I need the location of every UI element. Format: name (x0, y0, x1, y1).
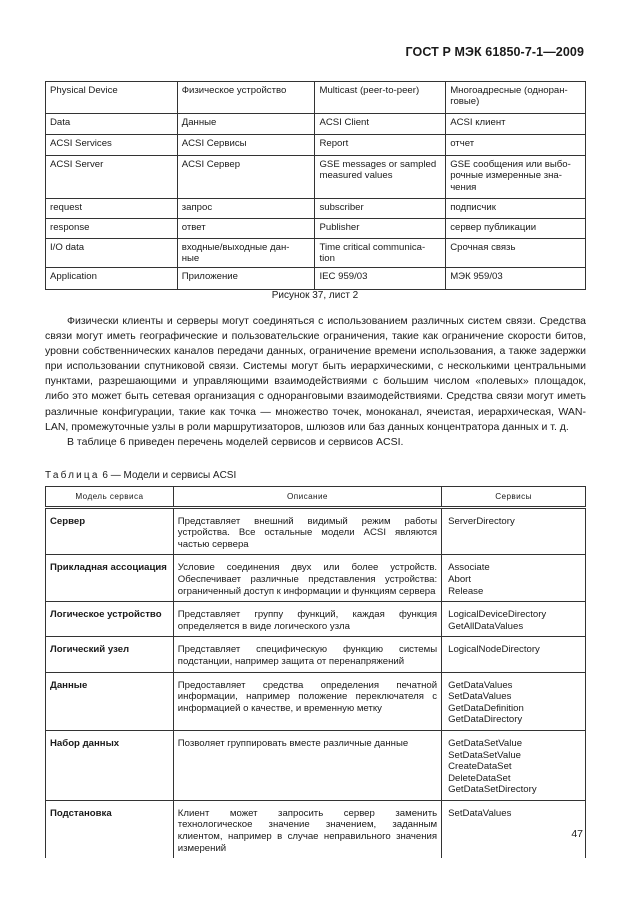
table-cell: ACSI Client (315, 114, 446, 135)
table-cell: Time critical communica- tion (315, 239, 446, 268)
column-header-services: Сервисы (442, 487, 586, 508)
cell-model: Сервер (46, 507, 174, 555)
cell-description: Позволяет группировать вместе различные данные (173, 730, 441, 800)
standard-header: ГОСТ Р МЭК 61850-7-1—2009 (405, 45, 584, 59)
table-row (46, 156, 586, 199)
cell-model: Подстановка (46, 800, 174, 858)
table-row (46, 219, 586, 239)
table-row (46, 555, 586, 602)
table-cell: ACSI Сервисы (177, 135, 315, 156)
table-cell: отчет (446, 135, 586, 156)
table-row (46, 199, 586, 219)
table-cell: Multicast (peer-to-peer) (315, 82, 446, 114)
table-row (46, 239, 586, 268)
cell-description: Представляет специфическую функцию системы подстанции, например защита от перенапряжений (173, 637, 441, 672)
column-header-description: Описание (173, 487, 441, 508)
cell-model: Данные (46, 672, 174, 730)
table-cell: GSE сообщения или выбо- рочные измеренные зна- чения (446, 156, 586, 199)
services-table (45, 486, 586, 858)
table-cell: subscriber (315, 199, 446, 219)
table-cell: ACSI Server (46, 156, 178, 199)
table-cell: GSE messages or sampled measured values (315, 156, 446, 199)
cell-services: GetDataValues SetDataValues GetDataDefinition GetDataDirectory (442, 672, 586, 730)
cell-model: Набор данных (46, 730, 174, 800)
table-cell: response (46, 219, 178, 239)
table-caption-title: — Модели и сервисы ACSI (110, 470, 237, 481)
table-row (46, 82, 586, 114)
table-cell: Приложение (177, 268, 315, 290)
table-row (46, 637, 586, 672)
cell-description: Предоставляет средства определения печатной информации, например положение переключателя с информацией о качестве, и временную метку (173, 672, 441, 730)
table-row (46, 135, 586, 156)
cell-description: Условие соединения двух или более устройств. Обеспечивает различные представления устройства: ограниченный доступ к информации и функциям сервера (173, 555, 441, 602)
cell-model: Логический узел (46, 637, 174, 672)
cell-services: Associate Abort Release (442, 555, 586, 602)
table-cell: Application (46, 268, 178, 290)
body-text (45, 314, 586, 450)
cell-description: Представляет внешний видимый режим работы устройства. Все остальные модели ACSI являются частью сервера (173, 507, 441, 555)
table-cell: I/O data (46, 239, 178, 268)
table-row (46, 730, 586, 800)
table-header-row (46, 487, 586, 508)
table-cell: IEC 959/03 (315, 268, 446, 290)
table-cell: Data (46, 114, 178, 135)
table-caption (45, 470, 236, 481)
table-cell: подписчик (446, 199, 586, 219)
table-cell: запрос (177, 199, 315, 219)
table-cell: Report (315, 135, 446, 156)
page-number: 47 (571, 828, 583, 840)
cell-model: Логическое устройство (46, 602, 174, 637)
cell-description: Клиент может запросить сервер заменить технологическое значение значением, заданным клиентом, например в случае неправильного значения измерений (173, 800, 441, 858)
figure-caption: Рисунок 37, лист 2 (271, 290, 359, 301)
table-cell: МЭК 959/03 (446, 268, 586, 290)
cell-description: Представляет группу функций, каждая функция определяется в виде логического узла (173, 602, 441, 637)
paragraph: Физически клиенты и серверы могут соединяться с использованием различных систем связи. Средства связи могут иметь географические и пользовательские ограничения, такие как ограничение скорости битов, уровни собственнических каналов передачи данных, ограничение времени использования, а также задержки при использовании спутниковой связи. Системы могут быть иерархическими, с несколькими центральными пунктами, разрешающими и управляющими взаимодействиями с большим числом «полевых» площадок, либо это может быть сетевая организация с одноранговыми взаимодействиями. Средства связи могут иметь различные конфигурации, такие как точка — множество точек, моноканал, ячеистая, иерархическая, WAN-LAN, промежуточные узлы в роли маршрутизаторов, шлюзов или баз данных концентратора данных и т. д. (45, 315, 586, 433)
table-cell: ACSI Services (46, 135, 178, 156)
column-header-model: Модель сервиса (46, 487, 174, 508)
table-cell: Срочная связь (446, 239, 586, 268)
cell-services: SetDataValues (442, 800, 586, 858)
table-row (46, 268, 586, 290)
cell-services: LogicalDeviceDirectory GetAllDataValues (442, 602, 586, 637)
table-row (46, 114, 586, 135)
table-cell: ответ (177, 219, 315, 239)
cell-services: LogicalNodeDirectory (442, 637, 586, 672)
table-cell: входные/выходные дан- ные (177, 239, 315, 268)
table-row (46, 602, 586, 637)
table-cell: ACSI клиент (446, 114, 586, 135)
table-cell: сервер публикации (446, 219, 586, 239)
table-cell: request (46, 199, 178, 219)
cell-services: GetDataSetValue SetDataSetValue CreateDataSet DeleteDataSet GetDataSetDirectory (442, 730, 586, 800)
table-row (46, 507, 586, 555)
cell-services: ServerDirectory (442, 507, 586, 555)
figure-legend-table (45, 81, 586, 290)
cell-model: Прикладная ассоциация (46, 555, 174, 602)
table-cell: Физическое устройство (177, 82, 315, 114)
table-caption-number: 6 (102, 470, 108, 481)
table-row (46, 672, 586, 730)
table-cell: Данные (177, 114, 315, 135)
table-cell: Многоадресные (однoран- говые) (446, 82, 586, 114)
table-cell: ACSI Сервер (177, 156, 315, 199)
table-row (46, 800, 586, 858)
paragraph: В таблице 6 приведен перечень моделей сервисов и сервисов ACSI. (67, 435, 404, 448)
table-cell: Physical Device (46, 82, 178, 114)
table-caption-prefix: Таблица (45, 470, 100, 481)
table-cell: Publisher (315, 219, 446, 239)
